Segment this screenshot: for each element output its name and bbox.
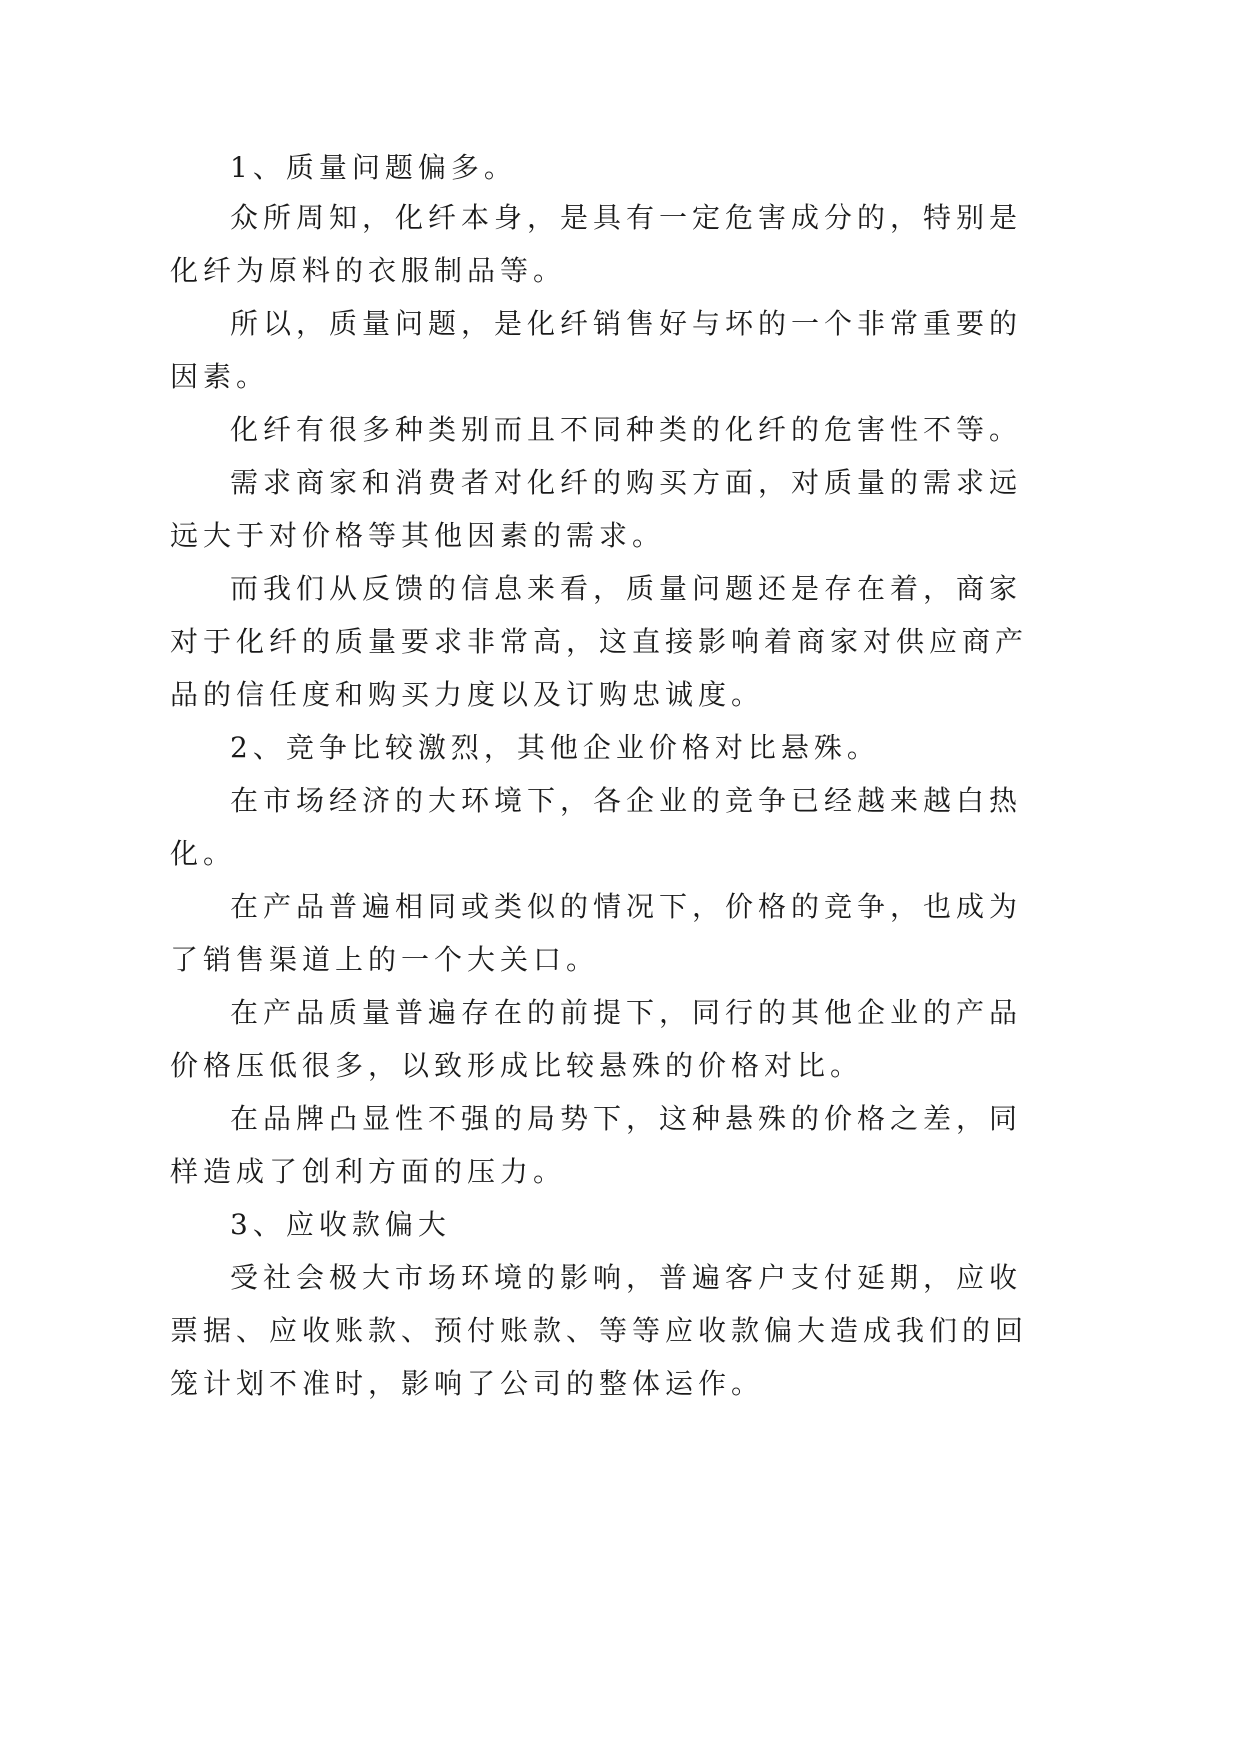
paragraph-line: 需求商家和消费者对化纤的购买方面，对质量的需求远 — [230, 466, 1023, 499]
heading-receivables: 3、应收款偏大 — [230, 1208, 451, 1241]
paragraph-line: 化纤有很多种类别而且不同种类的化纤的危害性不等。 — [230, 413, 1023, 446]
paragraph-line: 样造成了创利方面的压力。 — [170, 1155, 567, 1188]
paragraph-line: 价格压低很多，以致形成比较悬殊的价格对比。 — [170, 1049, 864, 1082]
paragraph-line: 受社会极大市场环境的影响，普遍客户支付延期，应收 — [230, 1261, 1023, 1294]
heading-quality-issues: 1、质量问题偏多。 — [230, 151, 517, 184]
paragraph-line: 笼计划不准时，影响了公司的整体运作。 — [170, 1367, 765, 1400]
paragraph-line: 所以，质量问题，是化纤销售好与坏的一个非常重要的 — [230, 307, 1023, 340]
paragraph-line: 品的信任度和购买力度以及订购忠诚度。 — [170, 678, 765, 711]
paragraph-line: 在品牌凸显性不强的局势下，这种悬殊的价格之差，同 — [230, 1102, 1023, 1135]
paragraph-line: 而我们从反馈的信息来看，质量问题还是存在着，商家 — [230, 572, 1023, 605]
paragraph-line: 在市场经济的大环境下，各企业的竞争已经越来越白热 — [230, 784, 1023, 817]
paragraph-line: 远大于对价格等其他因素的需求。 — [170, 519, 666, 552]
paragraph-line: 化纤为原料的衣服制品等。 — [170, 254, 567, 287]
paragraph-line: 因素。 — [170, 360, 270, 393]
paragraph-line: 众所周知，化纤本身，是具有一定危害成分的，特别是 — [230, 201, 1023, 234]
paragraph-line: 在产品普遍相同或类似的情况下，价格的竞争，也成为 — [230, 890, 1023, 923]
paragraph-line: 对于化纤的质量要求非常高，这直接影响着商家对供应商产 — [170, 625, 1029, 658]
paragraph-line: 化。 — [170, 837, 237, 870]
paragraph-line: 在产品质量普遍存在的前提下，同行的其他企业的产品 — [230, 996, 1023, 1029]
heading-competition: 2、竞争比较激烈，其他企业价格对比悬殊。 — [230, 731, 880, 764]
paragraph-line: 了销售渠道上的一个大关口。 — [170, 943, 600, 976]
paragraph-line: 票据、应收账款、预付账款、等等应收款偏大造成我们的回 — [170, 1314, 1029, 1347]
